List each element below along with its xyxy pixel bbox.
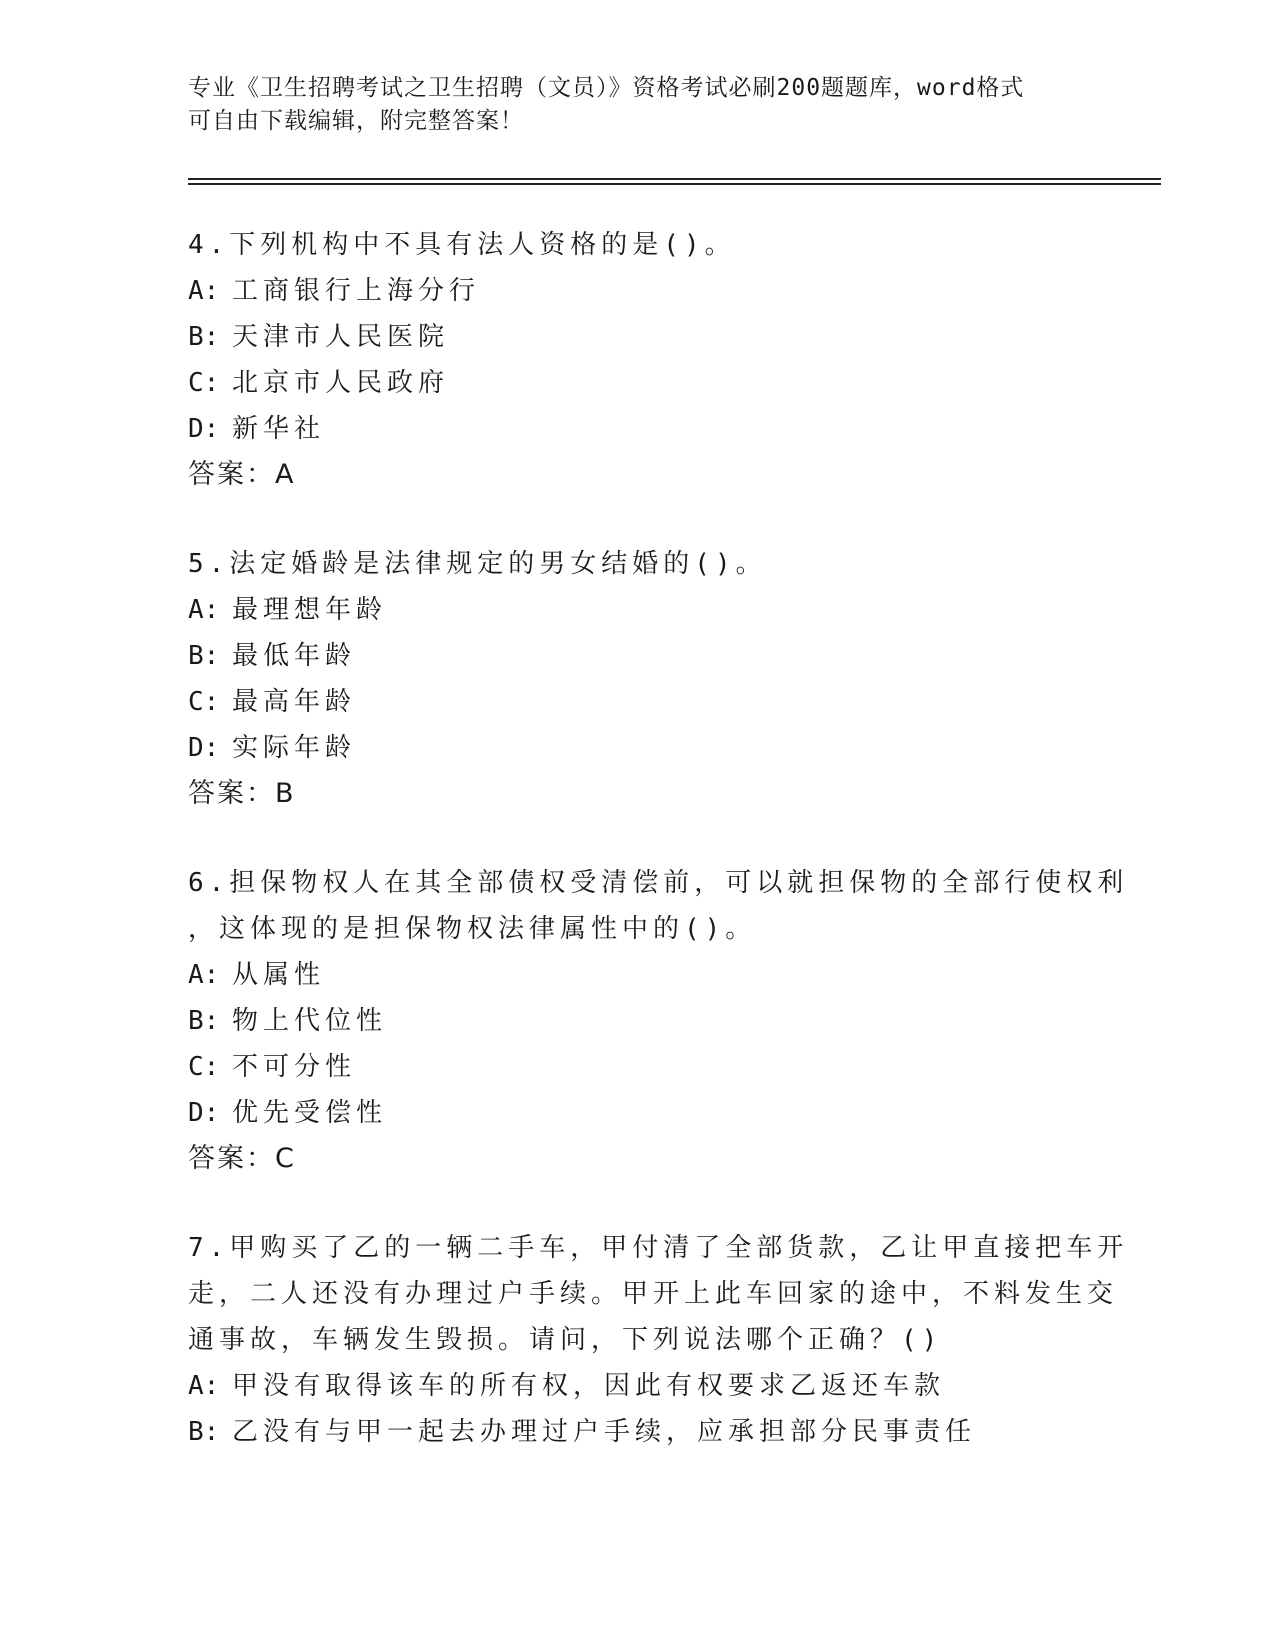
option-b bbox=[188, 633, 1088, 679]
option-key: C: bbox=[188, 687, 220, 717]
option-d bbox=[188, 725, 1088, 771]
option-d bbox=[188, 406, 1088, 452]
answer: 答案：A bbox=[188, 459, 296, 490]
answer: 答案：B bbox=[188, 778, 296, 809]
option-text: 乙没有与甲一起去办理过户手续，应承担部分民事责任 bbox=[232, 1417, 977, 1447]
option-text: 实际年龄 bbox=[232, 733, 357, 763]
option-text: 物上代位性 bbox=[232, 1006, 388, 1036]
question-stem: 7.甲购买了乙的一辆二手车，甲付清了全部货款，乙让甲直接把车开 bbox=[188, 1233, 1129, 1263]
question-stem: 6.担保物权人在其全部债权受清偿前，可以就担保物的全部行使权利 bbox=[188, 868, 1129, 898]
question-stem: 4.下列机构中不具有法人资格的是()。 bbox=[188, 230, 736, 260]
option-text: 最高年龄 bbox=[232, 687, 357, 717]
option-c bbox=[188, 1044, 1088, 1090]
option-key: A: bbox=[188, 276, 220, 306]
option-a bbox=[188, 587, 1088, 633]
question-5 bbox=[188, 541, 1088, 817]
header-line-2: 可自由下载编辑，附完整答案！ bbox=[188, 108, 524, 134]
option-text: 不可分性 bbox=[232, 1052, 357, 1082]
document-header bbox=[188, 72, 1088, 138]
option-a bbox=[188, 952, 1088, 998]
header-line-1: 专业《卫生招聘考试之卫生招聘（文员）》资格考试必刷200题题库，word格式 bbox=[188, 75, 1025, 101]
header-rule-bottom bbox=[188, 183, 1161, 185]
answer: 答案：C bbox=[188, 1143, 296, 1174]
option-a bbox=[188, 1363, 1088, 1409]
option-key: A: bbox=[188, 960, 220, 990]
option-b bbox=[188, 314, 1088, 360]
question-stem-continued: 走，二人还没有办理过户手续。甲开上此车回家的途中，不料发生交 bbox=[188, 1279, 1119, 1309]
option-text: 天津市人民医院 bbox=[232, 322, 450, 352]
option-key: D: bbox=[188, 414, 220, 444]
option-key: B: bbox=[188, 1417, 220, 1447]
question-6 bbox=[188, 860, 1129, 1182]
option-text: 新华社 bbox=[232, 414, 326, 444]
option-a bbox=[188, 268, 1088, 314]
option-text: 最理想年龄 bbox=[232, 595, 388, 625]
option-text: 北京市人民政府 bbox=[232, 368, 450, 398]
option-text: 工商银行上海分行 bbox=[232, 276, 481, 306]
option-key: C: bbox=[188, 368, 220, 398]
option-text: 最低年龄 bbox=[232, 641, 357, 671]
option-key: A: bbox=[188, 1371, 220, 1401]
option-key: B: bbox=[188, 641, 220, 671]
option-key: D: bbox=[188, 1098, 220, 1128]
option-b bbox=[188, 1409, 1088, 1455]
option-b bbox=[188, 998, 1088, 1044]
question-stem-continued: ，这体现的是担保物权法律属性中的()。 bbox=[188, 914, 757, 944]
option-key: D: bbox=[188, 733, 220, 763]
question-stem: 5.法定婚龄是法律规定的男女结婚的()。 bbox=[188, 549, 767, 579]
option-key: A: bbox=[188, 595, 220, 625]
question-7 bbox=[188, 1225, 1129, 1455]
option-key: C: bbox=[188, 1052, 220, 1082]
header-rule-top bbox=[188, 178, 1161, 180]
option-text: 甲没有取得该车的所有权，因此有权要求乙返还车款 bbox=[232, 1371, 946, 1401]
option-c bbox=[188, 360, 1088, 406]
option-key: B: bbox=[188, 322, 220, 352]
option-d bbox=[188, 1090, 1088, 1136]
question-4 bbox=[188, 222, 1088, 498]
option-c bbox=[188, 679, 1088, 725]
option-text: 优先受偿性 bbox=[232, 1098, 388, 1128]
option-text: 从属性 bbox=[232, 960, 326, 990]
question-stem-continued: 通事故，车辆发生毁损。请问，下列说法哪个正确？() bbox=[188, 1325, 943, 1355]
option-key: B: bbox=[188, 1006, 220, 1036]
